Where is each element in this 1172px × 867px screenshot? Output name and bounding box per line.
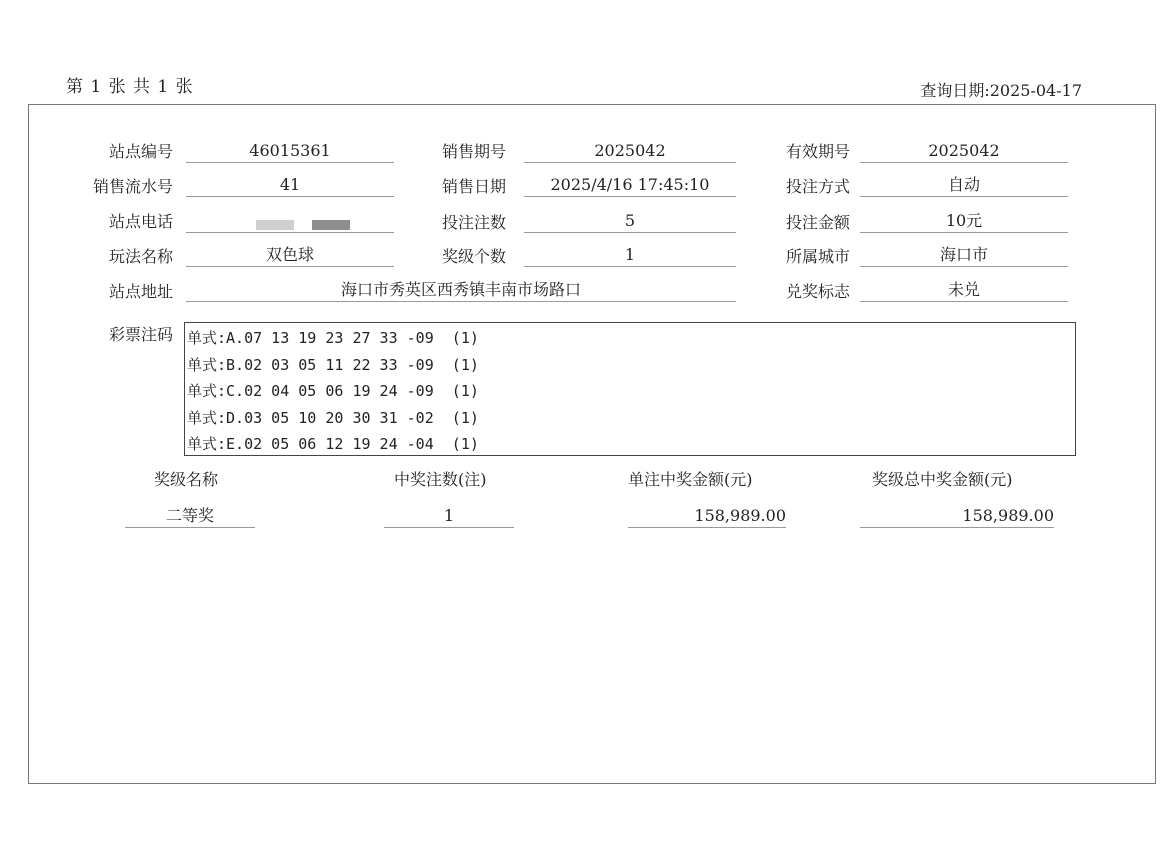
sale-date-label: 销售日期 xyxy=(441,177,506,196)
bet-amount-label: 投注金额 xyxy=(785,213,850,232)
ticket-codes-box xyxy=(184,322,1076,456)
sale-period-label: 销售期号 xyxy=(441,142,506,161)
valid-period-value: 2025042 xyxy=(860,140,1068,163)
redacted-phone-mark xyxy=(312,220,350,230)
query-date-value: 2025-04-17 xyxy=(989,81,1082,100)
prize-header-single-amount: 单注中奖金额(元) xyxy=(628,470,753,489)
game-name-label: 玩法名称 xyxy=(108,247,173,266)
bet-method-label: 投注方式 xyxy=(785,177,850,196)
prize-header-count: 中奖注数(注) xyxy=(394,470,487,489)
station-phone-label: 站点电话 xyxy=(108,212,173,231)
address-label: 站点地址 xyxy=(108,282,173,301)
bet-method-value: 自动 xyxy=(860,174,1068,197)
bet-count-value: 5 xyxy=(524,210,736,233)
ticket-line: 单式:B.02 03 05 11 22 33 -09 (1) xyxy=(187,355,479,374)
serial-no-label: 销售流水号 xyxy=(92,177,173,196)
prize-levels-label: 奖级个数 xyxy=(441,247,506,266)
redeem-flag-value: 未兑 xyxy=(860,279,1068,302)
serial-no-value: 41 xyxy=(186,174,394,197)
prize-total-amount-value: 158,989.00 xyxy=(860,505,1054,528)
prize-single-amount-value: 158,989.00 xyxy=(628,505,786,528)
sale-date-value: 2025/4/16 17:45:10 xyxy=(524,174,736,197)
sale-period-value: 2025042 xyxy=(524,140,736,163)
prize-levels-value: 1 xyxy=(524,244,736,267)
prize-count-value: 1 xyxy=(384,505,514,528)
city-value: 海口市 xyxy=(860,244,1068,267)
redacted-phone-mark xyxy=(256,220,294,230)
ticket-line: 单式:D.03 05 10 20 30 31 -02 (1) xyxy=(187,408,479,427)
ticket-line: 单式:C.02 04 05 06 19 24 -09 (1) xyxy=(187,382,479,400)
ticket-codes-label: 彩票注码 xyxy=(108,325,173,344)
address-value: 海口市秀英区西秀镇丰南市场路口 xyxy=(186,279,736,302)
page-info: 第 1 张 共 1 张 xyxy=(66,77,194,97)
bet-amount-value: 10元 xyxy=(860,210,1068,233)
game-name-value: 双色球 xyxy=(186,244,394,267)
bet-count-label: 投注注数 xyxy=(441,213,506,232)
valid-period-label: 有效期号 xyxy=(785,142,850,161)
city-label: 所属城市 xyxy=(785,247,850,266)
query-date-label: 查询日期: xyxy=(920,81,990,100)
prize-header-total-amount: 奖级总中奖金额(元) xyxy=(872,470,1013,489)
prize-level-value: 二等奖 xyxy=(125,505,255,528)
query-date xyxy=(920,78,1082,101)
prize-header-level: 奖级名称 xyxy=(154,470,219,489)
station-id-value: 46015361 xyxy=(186,140,394,163)
ticket-line: 单式:E.02 05 06 12 19 24 -04 (1) xyxy=(187,435,479,453)
station-id-label: 站点编号 xyxy=(108,142,173,161)
ticket-line: 单式:A.07 13 19 23 27 33 -09 (1) xyxy=(187,329,479,347)
redeem-flag-label: 兑奖标志 xyxy=(785,282,850,301)
